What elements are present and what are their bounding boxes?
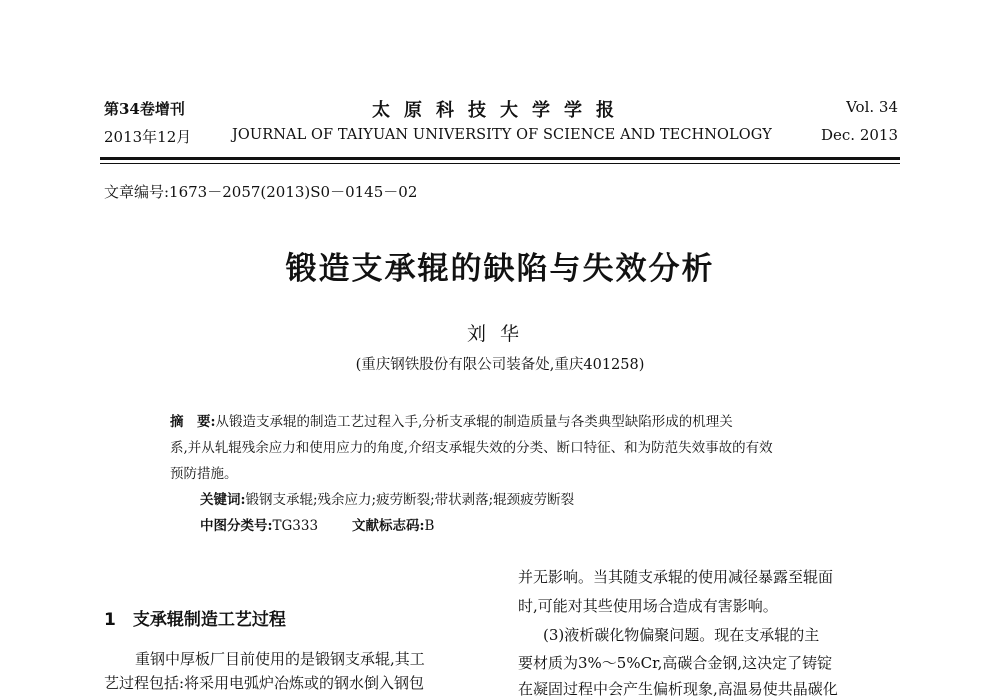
abstract-line — [170, 410, 733, 430]
keywords-line — [200, 488, 574, 508]
abstract-line: 预防措施。 — [170, 466, 238, 482]
classification-line — [200, 514, 318, 534]
journal-date-cn: 2013年12月 — [104, 128, 192, 146]
classification-label: 中图分类号: — [200, 518, 273, 534]
article-number: 文章编号:1673－2057(2013)S0－0145－02 — [104, 183, 418, 201]
header-rule-thin — [100, 163, 900, 164]
document-code-value: B — [424, 518, 435, 534]
section-heading: 1 支承辊制造工艺过程 — [104, 610, 286, 630]
body-line: (3)液析碳化物偏聚问题。现在支承辊的主 — [543, 626, 820, 644]
abstract-text: 从锻造支承辊的制造工艺过程入手,分析支承辊的制造质量与各类典型缺陷形成的机理关 — [215, 414, 733, 430]
journal-name-en: JOURNAL OF TAIYUAN UNIVERSITY OF SCIENCE AND TECHNOLOGY — [232, 127, 772, 143]
author-name: 刘华 — [466, 323, 533, 345]
author-affiliation: (重庆钢铁股份有限公司装备处,重庆401258) — [355, 357, 645, 373]
body-line: 时,可能对其些使用场合造成有害影响。 — [518, 597, 778, 615]
document-code-label: 文献标志码: — [352, 518, 425, 534]
document-code-line — [352, 514, 434, 534]
journal-volume-en: Vol. 34 — [846, 98, 898, 116]
body-line: 并无影响。当其随支承辊的使用减径暴露至辊面 — [518, 568, 834, 586]
body-line: 艺过程包括:将采用电弧炉冶炼或的钢水倒入钢包 — [104, 674, 425, 692]
header-rule-thick — [100, 157, 900, 160]
abstract-label: 摘 要: — [170, 414, 216, 430]
journal-volume-cn: 第34卷增刊 — [104, 100, 185, 118]
journal-name-cn: 太原科技大学学报 — [372, 100, 628, 121]
paper-title: 锻造支承辊的缺陷与失效分析 — [285, 251, 715, 287]
classification-value: TG333 — [272, 518, 319, 534]
journal-date-en: Dec. 2013 — [820, 126, 898, 144]
keywords-text: 锻钢支承辊;残余应力;疲劳断裂;带状剥落;辊颈疲劳断裂 — [245, 492, 575, 508]
body-line: 要材质为3%～5%Cr,高碳合金钢,这决定了铸锭 — [518, 654, 833, 672]
keywords-label: 关键词: — [200, 492, 246, 508]
body-line: 在凝固过程中会产生偏析现象,高温易使共晶碳化 — [518, 680, 838, 698]
abstract-line: 系,并从轧辊残余应力和使用应力的角度,介绍支承辊失效的分类、断口特征、和为防范失效事故的有效 — [170, 440, 773, 456]
body-line: 重钢中厚板厂目前使用的是锻钢支承辊,其工 — [135, 650, 425, 668]
